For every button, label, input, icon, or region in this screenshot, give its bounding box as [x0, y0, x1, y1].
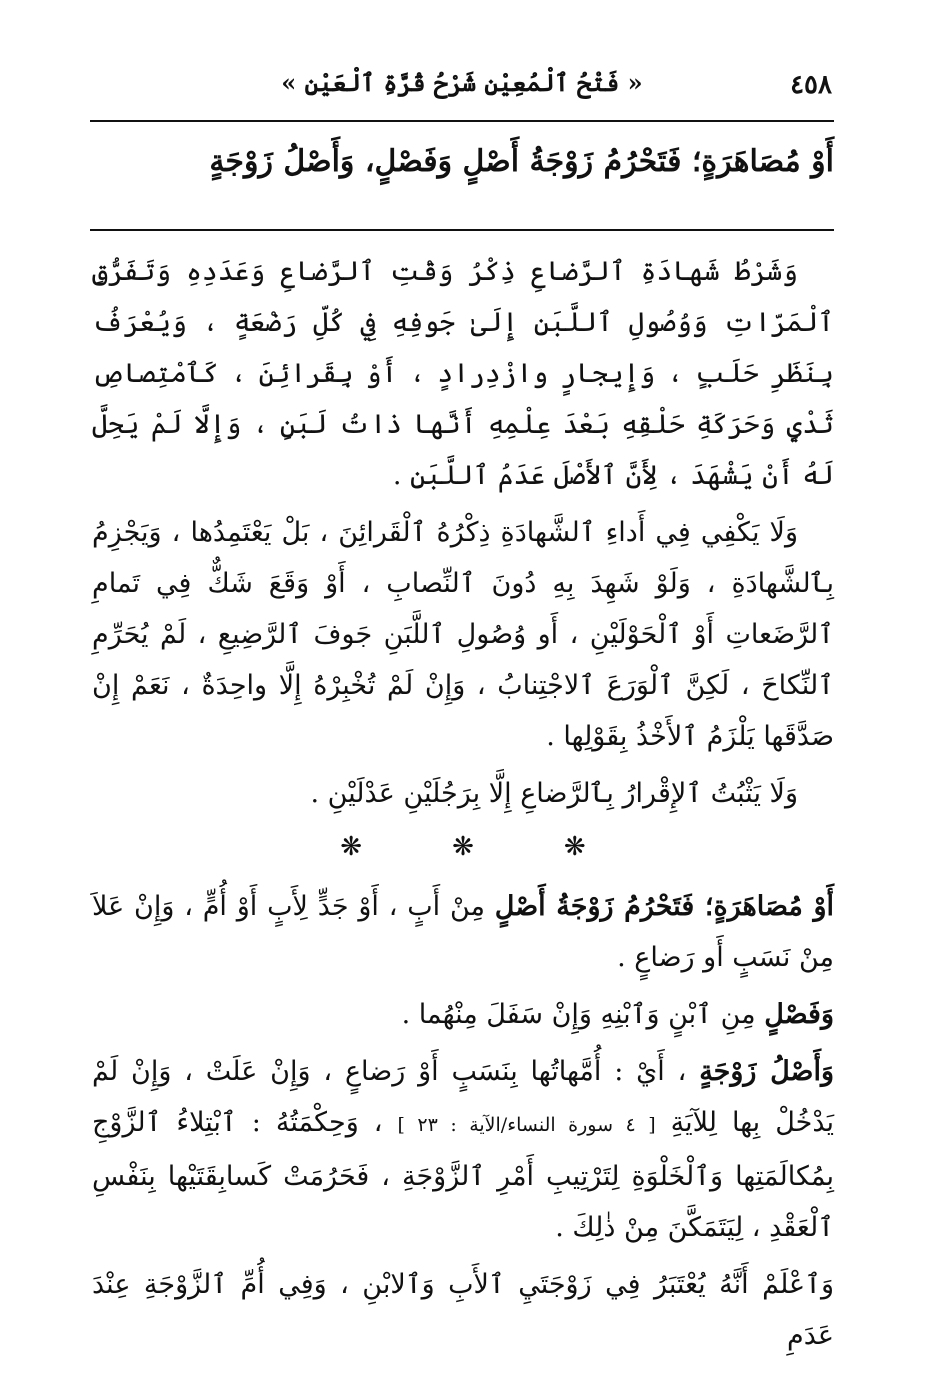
paragraph-text: مِنِ ٱبْنٍ وَٱبْنِهِ وَإِنْ سَفَلَ مِنْهُما .	[401, 999, 765, 1030]
paragraph-text: مِنْ أَبٍ ، أَوْ جَدٍّ لِأَبٍ أَوْ أُمٍّ ، وَإِنْ عَلاَ مِنْ نَسَبٍ أَو رَضاعٍ .	[92, 891, 834, 973]
matn-quote: أَوْ مُصَاهَرَةٍ؛ فَتَحْرُمُ زَوْجَةُ أَصْلٍ	[494, 891, 834, 922]
paragraph: وَشَرْطُ شَهادَةِ ٱلرَّضاعِ ذِكْرُ وَقْتِ ٱلرَّضاعِ وَعَدَدِهِ وَتَفَرُّقِ ٱلْمَرّاتِ وَوُصُولِ ٱللَّبَنِ إِلَىٰ جَوفِهِ فِي كُلِّ رَضْعَةٍ ، وَيُعْرَفُ بِنَظَرِ حَلَبٍ ، وَإِيجارٍ وازْدِرادٍ ، أَوْ بِقَرائِنَ ، كَٱمْتِصاصِ ثَدْيٍ وَحَرَكَةِ حَلْقِهِ بَعْدَ عِلْمِهِ أَنَّها ذاتُ لَبَنٍ ، وَإِلَّا لَمْ يَحِلَّ لَهُ أَنْ يَشْهَدَ ، لِأَنَّ ٱلأَصْلَ عَدَمُ ٱللَّبَنِ .	[92, 256, 834, 491]
matn-quote: وَأَصْلُ زَوْجَةٍ	[699, 1056, 834, 1087]
paragraph: وَلَا يَكْفِي فِي أَداءِ ٱلشَّهادَةِ ذِكْرُهُ ٱلْقَرائِنَ ، بَلْ يَعْتَمِدُها ، وَيَجْزِمُ بِٱلشَّهادَةِ ، وَلَوْ شَهِدَ بِهِ دُونَ ٱلنِّصابِ ، أَوْ وَقَعَ شَكٌّ فِي تَمامِ ٱلرَّضَعاتِ أَوْ ٱلْحَوْلَيْنِ ، أَو وُصُولِ ٱللَّبَنِ جَوفَ ٱلرَّضِيعِ ، لَمْ يُحَرِّمِ ٱلنِّكاحَ ، لَكِنَّ ٱلْوَرَعَ ٱلاجْتِنابُ ، وَإِنْ لَمْ تُخْبِرْهُ إِلَّا واحِدَةٌ ، نَعَمْ إِنْ صَدَّقَها يَلْزَمُ ٱلأَخْذُ بِقَوْلِها .	[92, 517, 834, 752]
paragraph	[92, 1046, 834, 1253]
running-title: « فَتْحُ ٱلْمُعِيْنِ شَرْحُ قُرَّةِ ٱلْعَيْنِ »	[281, 68, 643, 97]
paragraph: وَلَا يَثْبُتُ ٱلإِقْرارُ بِٱلرَّضاعِ إِلَّا بِرَجُلَيْنِ عَدْلَيْنِ .	[310, 778, 798, 809]
paragraph	[92, 881, 834, 983]
matn-rule	[90, 229, 834, 231]
paragraph: وَٱعْلَمْ أَنَّهُ يُعْتَبَرُ فِي زَوْجَتَيِ ٱلأَبِ وَٱلابْنِ ، وَفِي أُمِّ ٱلزَّوْجَةِ عِنْدَ عَدَمِ	[92, 1269, 834, 1351]
star-ornament-icon: ❋	[340, 832, 363, 862]
paragraph-text: ، وَحِكْمَتُهُ : ٱبْتِلاءُ ٱلزَّوْجِ بِمُكالَمَتِها وَٱلْخَلْوَةِ لِتَرْتِيبِ أَمْرِ ٱلزَّوْجَةِ ، فَحَرُمَتْ كَسابِقَتَيْها بِنَفْسِ ٱلْعَقْدِ ، لِيَتَمَكَّنَ مِنْ ذٰلِكَ .	[92, 1107, 834, 1243]
matn-quote: وَفَصْلٍ	[764, 999, 834, 1030]
star-ornament-icon: ❋	[452, 832, 474, 862]
paragraph	[92, 989, 834, 1040]
paragraph-text: ، أَيْ : أُمَّهاتُها بِنَسَبٍ أَوْ رَضاعٍ ، وَإِنْ عَلَتْ ، وَإِنْ لَمْ يَدْخُلْ بِها لِلآيَةِ	[92, 1056, 835, 1138]
quran-reference: [ ٤ سورة النساء/الآية : ٢٣ ]	[397, 1114, 656, 1136]
page-number: ٤٥٨	[790, 70, 832, 100]
matn-text: أَوْ مُصَاهَرَةٍ؛ فَتَحْرُمُ زَوْجَةُ أَصْلٍ وَفَصْلٍ، وَأَصْلُ زَوْجَةٍ	[209, 144, 834, 179]
section-divider	[92, 827, 834, 867]
page-header	[92, 66, 832, 110]
commentary-body	[92, 246, 834, 1361]
header-rule	[90, 120, 834, 122]
star-ornament-icon: ❋	[563, 832, 586, 862]
